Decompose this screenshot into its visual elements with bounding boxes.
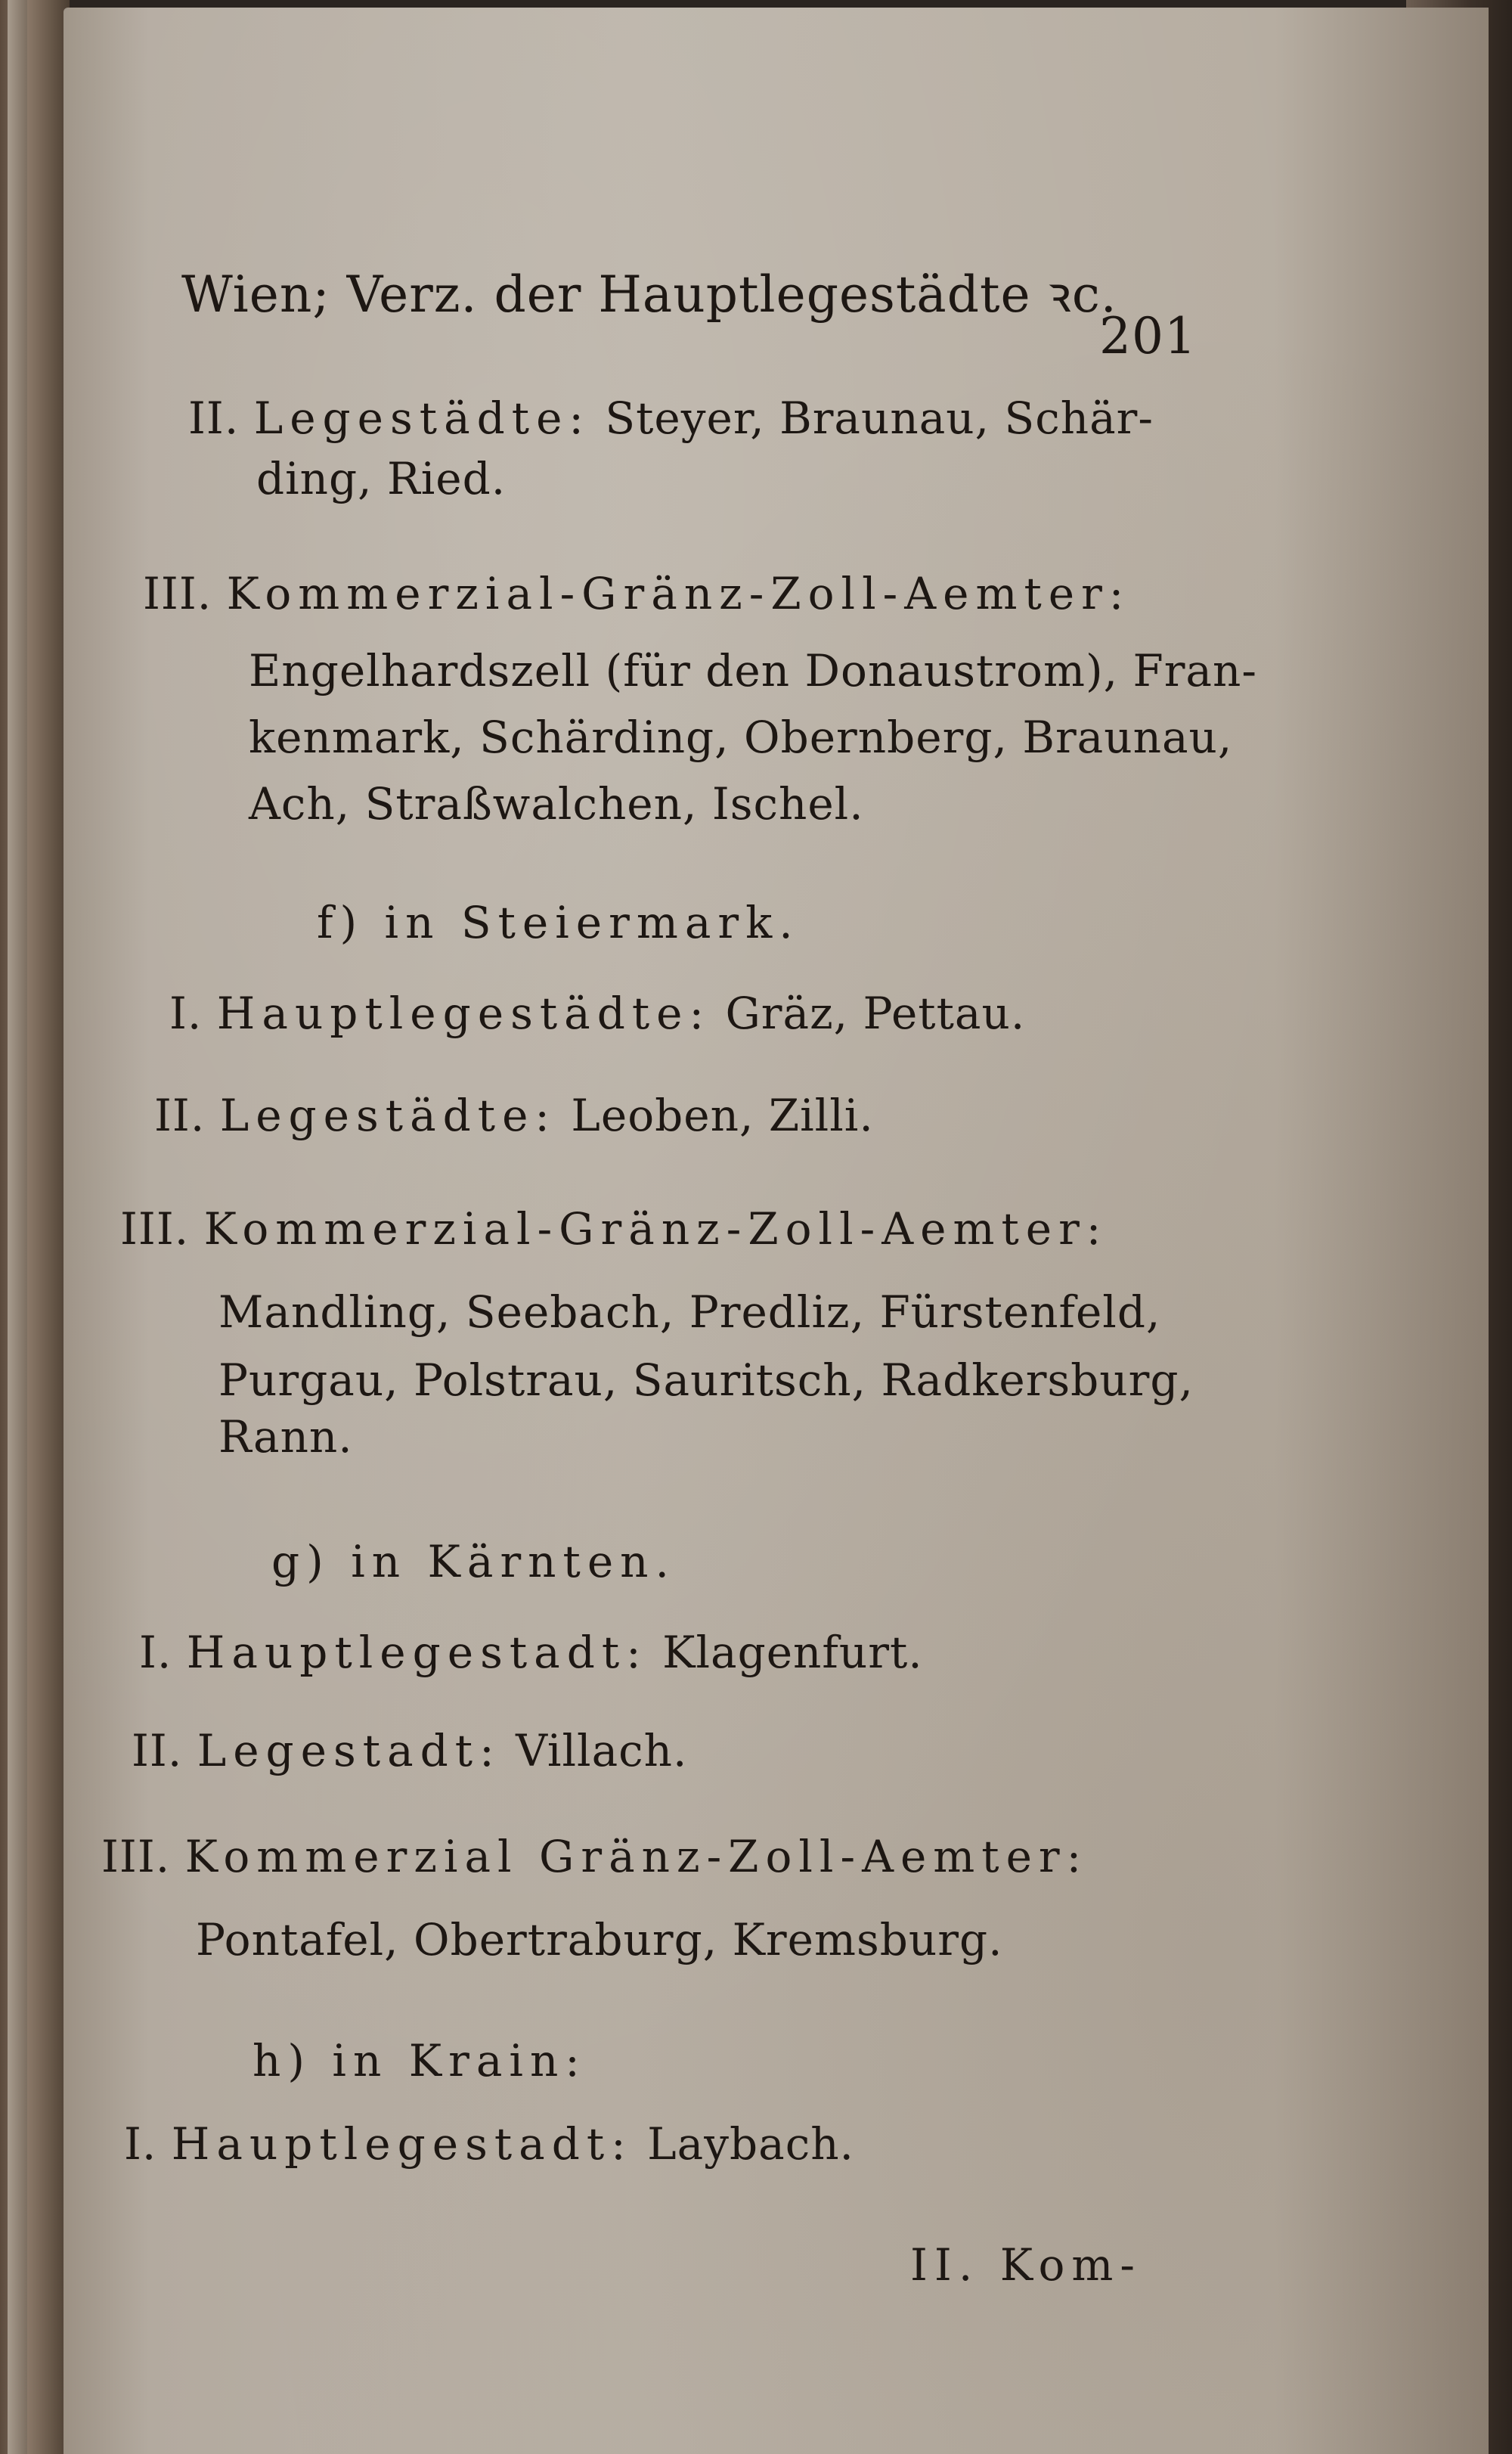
entry-numeral: III.: [143, 568, 212, 619]
entry-continuation: Mandling, Seebach, Predliz, Fürstenfeld,: [218, 1286, 1161, 1338]
running-title: Wien; Verz. der Hauptlegestädte ꝛc.: [181, 265, 1117, 324]
entry-legestaedte-prev: [188, 392, 1154, 445]
entry-legestaedte-steiermark: [154, 1089, 874, 1142]
section-heading-steiermark: f) in Steiermark.: [317, 897, 800, 948]
entry-continuation: Purgau, Polstrau, Sauritsch, Radkersburg,: [218, 1354, 1194, 1406]
section-heading-krain: h) in Krain:: [253, 2035, 587, 2086]
page-number: 201: [1099, 307, 1197, 365]
entry-label: Hauptlegestädte:: [216, 988, 711, 1039]
entry-numeral: II.: [154, 1090, 206, 1141]
entry-numeral: III.: [120, 1203, 190, 1255]
book-edge-left: [0, 0, 70, 2454]
entry-numeral: I.: [169, 988, 203, 1039]
entry-numeral: II.: [132, 1725, 183, 1776]
section-heading-kaernten: g) in Kärnten.: [271, 1536, 676, 1587]
entry-numeral: II.: [188, 392, 240, 444]
entry-label: Legestädte:: [253, 392, 590, 444]
entry-continuation: Rann.: [218, 1411, 353, 1463]
entry-label: Kommerzial Gränz-Zoll-Aemter:: [184, 1831, 1089, 1882]
entry-label: Legestadt:: [197, 1725, 501, 1776]
entry-text: Klagenfurt.: [662, 1627, 923, 1678]
entry-continuation: kenmark, Schärding, Obernberg, Braunau,: [249, 712, 1233, 763]
entry-label: Kommerzial-Gränz-Zoll-Aemter:: [226, 568, 1131, 619]
entry-legestadt-kaernten: [132, 1724, 687, 1777]
entry-continuation: Pontafel, Obertraburg, Kremsburg.: [196, 1914, 1003, 1965]
entry-numeral: III.: [101, 1831, 171, 1882]
book-page: [64, 8, 1489, 2454]
entry-continuation: Ach, Straßwalchen, Ischel.: [249, 778, 864, 830]
entry-numeral: I.: [139, 1627, 172, 1678]
entry-hauptlegestaedte-steiermark: [169, 987, 1025, 1040]
entry-label: Hauptlegestadt:: [171, 2118, 633, 2170]
entry-text: Gräz, Pettau.: [725, 988, 1026, 1039]
entry-text: Steyer, Braunau, Schär-: [605, 392, 1154, 444]
entry-kommerzial-steiermark: [120, 1202, 1108, 1255]
catchword: II. Kom-: [910, 2239, 1142, 2291]
entry-hauptlegestadt-krain: [124, 2117, 854, 2170]
entry-text: Laybach.: [647, 2118, 854, 2170]
entry-hauptlegestadt-kaernten: [139, 1626, 923, 1679]
entry-continuation: ding, Ried.: [256, 453, 507, 504]
entry-kommerzial-prev: [143, 567, 1130, 620]
entry-continuation: Engelhardszell (für den Donaustrom), Fran-: [249, 645, 1257, 696]
entry-label: Legestädte:: [219, 1090, 556, 1141]
entry-label: Kommerzial-Gränz-Zoll-Aemter:: [203, 1203, 1108, 1255]
entry-text: Leoben, Zilli.: [571, 1090, 874, 1141]
entry-text: Villach.: [516, 1725, 688, 1776]
entry-kommerzial-kaernten: [101, 1830, 1088, 1883]
entry-numeral: I.: [124, 2118, 157, 2170]
entry-label: Hauptlegestadt:: [186, 1627, 648, 1678]
